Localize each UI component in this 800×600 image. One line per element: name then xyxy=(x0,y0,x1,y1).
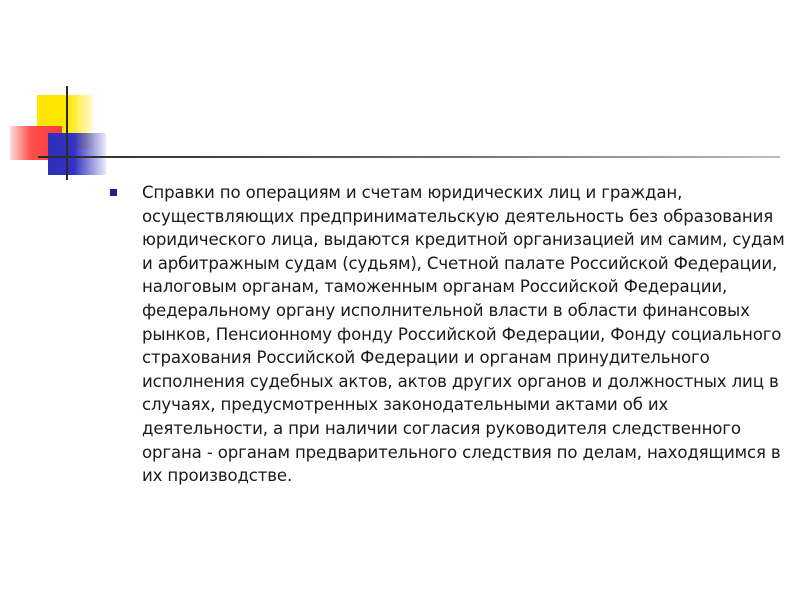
square-bullet-icon xyxy=(110,189,117,196)
decorative-vertical-line xyxy=(66,86,68,180)
decorative-blue-block xyxy=(48,133,106,175)
bullet-text: Справки по операциям и счетам юридических лиц и граждан, осуществляющих предпринимательскую деятельность без образования юридического лица, выдаются кредитной организацией им самим, судам и арбитражным судам (судьям), Счетной палате Российской Федерации, налоговым органам, таможенным органам Российской Федерации, федеральному органу исполнительной власти в области финансовых рынков, Пенсионному фонду Российской Федерации, Фонду социального страхования Российской Федерации и органам принудительного исполнения судебных актов, актов других органов и должностных лиц в случаях, предусмотренных законодательными актами об их деятельности, а при наличии согласия руководителя следственного органа - органам предварительного следствия по делам, находящимся в их производстве. xyxy=(142,183,785,486)
bullet-list-item xyxy=(108,181,788,488)
slide-body xyxy=(108,181,788,488)
decorative-horizontal-rule xyxy=(38,156,780,158)
